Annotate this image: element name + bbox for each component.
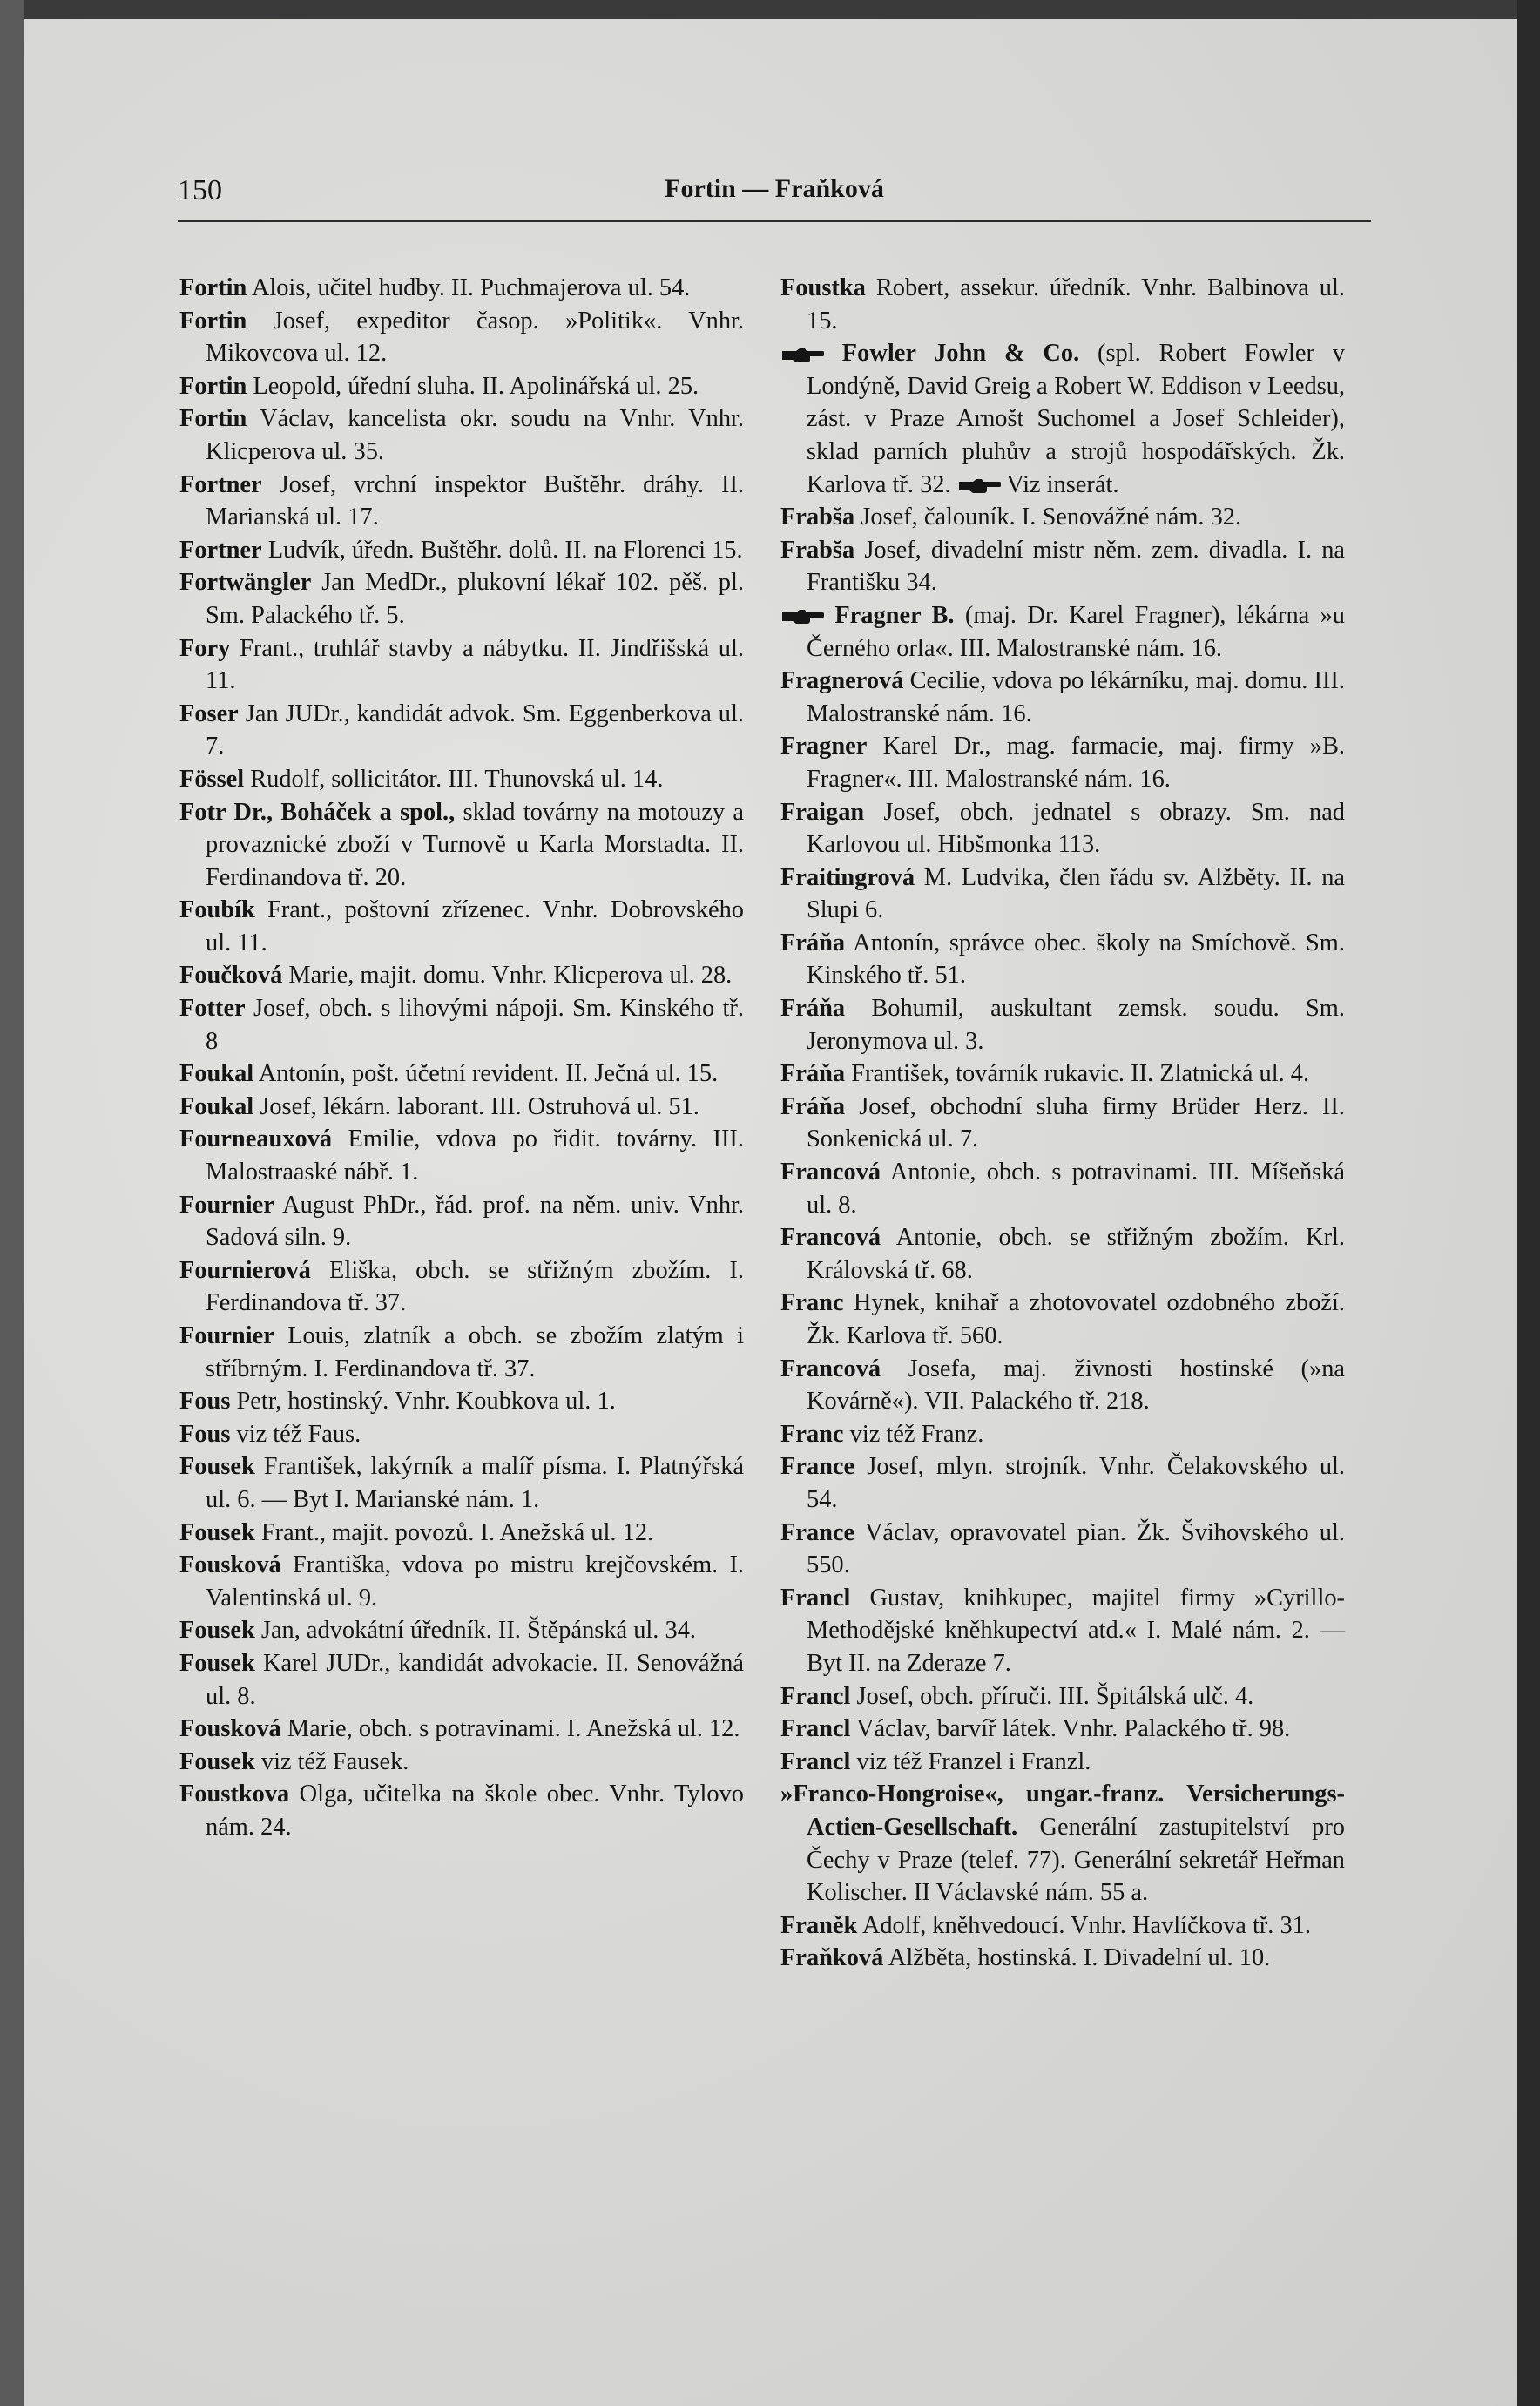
directory-entry	[780, 1091, 1345, 1156]
directory-entry	[179, 1320, 744, 1385]
entry-details: Leopold, úřední sluha. II. Apolinářská ul. 25.	[253, 372, 699, 400]
entry-name: Fragnerová	[780, 667, 904, 695]
entry-name: Fousková	[179, 1551, 281, 1579]
entry-name: Francová	[780, 1355, 881, 1382]
entry-details: Antonie, obch. se střižným zbožím. Krl. Královská tř. 68.	[807, 1224, 1346, 1284]
directory-entry	[179, 469, 744, 534]
entry-name: Fráňa	[780, 929, 846, 956]
entry-details: (spl. Robert Fowler v Londýně, David Greig a Robert W. Eddison v Leedsu, zást. v Praze Arnošt Suchomel a Josef Schleider), sklad parních pluhův a strojů hospodářských. Žk. Karlova tř. 32.	[807, 340, 1345, 498]
entry-name: Fraňková	[780, 1944, 884, 1972]
entry-details: Josef, vrchní inspektor Buštěhr. dráhy. II. Marianská ul. 17.	[206, 470, 745, 531]
entry-details: Josef, obch. příruči. III. Špitálská ulč. 4.	[856, 1682, 1254, 1710]
entry-name: Fraitingrová	[780, 863, 915, 891]
directory-entry	[179, 894, 744, 959]
directory-entry	[780, 1450, 1345, 1516]
entry-name: Fortner	[179, 470, 262, 498]
directory-entry	[179, 1778, 744, 1843]
directory-entry	[179, 1450, 744, 1516]
entry-details: M. Ludvika, člen řádu sv. Alžběty. II. na Slupi 6.	[807, 863, 1345, 924]
header-rule	[178, 220, 1371, 222]
directory-entry	[780, 1058, 1345, 1091]
entry-details: Josefa, maj. živnosti hostinské (»na Kovárně«). VII. Palackého tř. 218.	[807, 1355, 1345, 1416]
entry-name: Fráňa	[780, 1092, 846, 1120]
entry-details: Frant., majit. povozů. I. Anežská ul. 12.	[260, 1518, 654, 1546]
directory-entry	[179, 1614, 744, 1647]
entry-details: Gustav, knihkupec, majitel firmy »Cyrillo-Methodějské kněhkupectví atd.« I. Malé nám. 2. — Byt II. na Zderaze 7.	[807, 1584, 1345, 1677]
entry-name: Fortin	[179, 372, 247, 400]
directory-entry	[179, 1091, 744, 1124]
entry-details: Eliška, obch. se střižným zbožím. I. Ferdinandova tř. 37.	[206, 1256, 744, 1317]
entry-name: Fráňa	[780, 995, 846, 1023]
entry-name: Francl	[780, 1682, 851, 1710]
scan-right-edge	[1517, 0, 1540, 2406]
entry-name: Foukal	[179, 1060, 254, 1088]
entry-details: Marie, obch. s potravinami. I. Anežská ul. 12.	[287, 1715, 740, 1743]
entry-name: France	[780, 1453, 855, 1481]
right-column	[780, 272, 1345, 1975]
entry-name: Franc	[780, 1420, 844, 1448]
entry-name: Fotr Dr., Boháček a spol.,	[179, 798, 456, 826]
entry-details: Antonín, správce obec. školy na Smíchově. Sm. Kinského tř. 51.	[807, 929, 1345, 990]
entry-name: Fournier	[179, 1191, 274, 1219]
directory-entry	[780, 1778, 1345, 1909]
directory-entry	[179, 1746, 744, 1779]
entry-name: Fournierová	[179, 1256, 311, 1284]
entry-name: Fragner	[780, 733, 868, 760]
entry-details: Robert, assekur. úředník. Vnhr. Balbinova ul. 15.	[807, 274, 1345, 335]
directory-entry	[780, 730, 1345, 795]
entry-details: Alžběta, hostinská. I. Divadelní ul. 10.	[888, 1944, 1271, 1972]
directory-entry	[179, 1713, 744, 1746]
entry-details: Josef, divadelní mistr něm. zem. divadla. I. na Františku 34.	[807, 536, 1345, 597]
directory-entry	[179, 566, 744, 632]
directory-entry	[780, 534, 1345, 599]
directory-entry	[780, 1156, 1345, 1221]
running-head: Fortin — Fraňková	[665, 174, 884, 203]
entry-details: Jan, advokátní úředník. II. Štěpánská ul. 34.	[260, 1617, 696, 1645]
directory-entry	[780, 796, 1345, 862]
entry-name: Fowler John & Co.	[841, 340, 1080, 368]
directory-entry	[179, 272, 744, 305]
entry-name: Fousek	[179, 1617, 255, 1645]
entry-name: Fraigan	[780, 798, 865, 826]
entry-name: Fous	[179, 1388, 231, 1416]
entry-details: Václav, barvíř látek. Vnhr. Palackého tř. 98.	[856, 1715, 1291, 1743]
directory-entry	[780, 1680, 1345, 1713]
directory-entry	[179, 1385, 744, 1418]
directory-entry	[780, 927, 1345, 992]
directory-entry	[780, 272, 1345, 337]
entry-details: viz též Franzel i Franzl.	[856, 1747, 1091, 1775]
entry-name: »Franco-Hongroise«, ungar.-franz. Versicherungs-Actien-Gesellschaft.	[780, 1781, 1345, 1841]
directory-entry	[780, 1353, 1345, 1418]
entry-name: Francl	[780, 1747, 851, 1775]
entry-details: Cecilie, vdova po lékárníku, maj. domu. III. Malostranské nám. 16.	[807, 667, 1345, 727]
directory-entry	[179, 305, 744, 370]
entry-name: Fousek	[179, 1649, 255, 1677]
directory-entry	[179, 1254, 744, 1320]
entry-name: Franěk	[780, 1911, 858, 1939]
entry-name: Francová	[780, 1224, 881, 1252]
directory-page	[24, 0, 1540, 2406]
directory-entry	[780, 1418, 1345, 1451]
directory-entry	[179, 1189, 744, 1254]
entry-name: Foustkova	[179, 1781, 290, 1808]
entry-name: Fráňa	[780, 1060, 846, 1088]
page-header	[178, 174, 1371, 214]
entry-details: Rudolf, sollicitátor. III. Thunovská ul. 14.	[250, 765, 664, 793]
entry-details: Alois, učitel hudby. II. Puchmajerova ul. 54.	[251, 274, 691, 301]
directory-entry	[780, 1909, 1345, 1943]
directory-entry	[780, 665, 1345, 730]
entry-details: Václav, kancelista okr. soudu na Vnhr. Vnhr. Klicperova ul. 35.	[206, 405, 744, 465]
entry-details: Josef, lékárn. laborant. III. Ostruhová ul. 51.	[260, 1092, 699, 1120]
entry-name: Fortner	[179, 536, 262, 564]
entry-details: Bohumil, auskultant zemsk. soudu. Sm. Jeronymova ul. 3.	[807, 995, 1345, 1055]
directory-entry	[179, 1123, 744, 1188]
entry-details: Olga, učitelka na škole obec. Vnhr. Tylovo nám. 24.	[206, 1781, 744, 1841]
entry-name: Frabša	[780, 504, 855, 531]
entry-name: Fössel	[179, 765, 245, 793]
entry-details: viz též Faus.	[236, 1420, 361, 1448]
entry-name: Fournier	[179, 1322, 274, 1349]
entry-details: Adolf, kněhvedoucí. Vnhr. Havlíčkova tř. 31.	[861, 1911, 1311, 1939]
entry-name: Francl	[780, 1584, 851, 1612]
directory-entry	[780, 1582, 1345, 1680]
entry-details: (maj. Dr. Karel Fragner), lékárna »u Černého orla«. III. Malostranské nám. 16.	[807, 601, 1345, 662]
entry-name: Fous	[179, 1420, 231, 1448]
entry-name: Foustka	[780, 274, 866, 301]
directory-entry	[179, 698, 744, 763]
entry-name: Frabša	[780, 536, 855, 564]
entry-details: Louis, zlatník a obch. se zbožím zlatým i stříbrným. I. Ferdinandova tř. 37.	[206, 1322, 744, 1382]
entry-details: Hynek, knihař a zhotovovatel ozdobného zboží. Žk. Karlova tř. 560.	[807, 1289, 1345, 1349]
directory-entry	[179, 1549, 744, 1614]
directory-entry	[780, 992, 1345, 1058]
directory-entry	[179, 1517, 744, 1550]
entry-name: Foser	[179, 699, 239, 727]
entry-details: viz též Franz.	[849, 1420, 984, 1448]
entry-name: Fotter	[179, 995, 246, 1023]
entry-see-advert: Viz inserát.	[1006, 470, 1119, 498]
entry-name: Fousek	[179, 1518, 255, 1546]
pointing-hand-icon	[780, 607, 824, 626]
entry-name: Foučková	[179, 962, 283, 990]
entry-name: Fousková	[179, 1715, 281, 1743]
entry-name: Fousek	[179, 1747, 255, 1775]
entry-details: Frant., poštovní zřízenec. Vnhr. Dobrovského ul. 11.	[206, 896, 744, 956]
entry-details: Josef, čalouník. I. Senovážné nám. 32.	[861, 504, 1242, 531]
directory-entry	[179, 370, 744, 403]
directory-entry	[179, 534, 744, 567]
entry-name: Fortin	[179, 405, 247, 433]
entry-name: Foukal	[179, 1092, 254, 1120]
entry-details: Frant., truhlář stavby a nábytku. II. Jindřišská ul. 11.	[206, 634, 744, 695]
scan-top-edge	[24, 0, 1540, 19]
page-number: 150	[178, 174, 222, 206]
directory-entry	[179, 992, 744, 1058]
entry-details: August PhDr., řád. prof. na něm. univ. Vnhr. Sadová siln. 9.	[206, 1191, 745, 1252]
entry-name: Fortin	[179, 274, 247, 301]
directory-entry	[780, 1713, 1345, 1746]
entry-details: Karel Dr., mag. farmacie, maj. firmy »B. Fragner«. III. Malostranské nám. 16.	[807, 733, 1345, 793]
entry-details: Josef, expeditor časop. »Politik«. Vnhr. Mikovcova ul. 12.	[206, 307, 745, 368]
directory-entry	[780, 1287, 1345, 1352]
entry-name: Fourneauxová	[179, 1125, 333, 1153]
directory-entry	[780, 862, 1345, 927]
directory-entry	[179, 1418, 744, 1451]
directory-entry	[780, 1221, 1345, 1287]
entry-details: Marie, majit. domu. Vnhr. Klicperova ul. 28.	[288, 962, 733, 990]
entry-name: France	[780, 1518, 855, 1546]
entry-name: Fortwängler	[179, 569, 312, 597]
entry-name: Fory	[179, 634, 231, 662]
entry-details: Františka, vdova po mistru krejčovském. I. Valentinská ul. 9.	[206, 1551, 744, 1612]
entry-name: Fragner B.	[834, 601, 955, 629]
pointing-hand-icon	[780, 346, 824, 365]
directory-entry	[780, 1942, 1345, 1975]
left-column	[179, 272, 744, 1844]
entry-details: Emilie, vdova po řidit. továrny. III. Malostraaské nábř. 1.	[206, 1125, 744, 1186]
entry-details: Josef, mlyn. strojník. Vnhr. Čelakovského ul. 54.	[807, 1453, 1345, 1513]
entry-details: Ludvík, úředn. Buštěhr. dolů. II. na Florenci 15.	[267, 536, 743, 564]
entry-name: Francl	[780, 1715, 851, 1743]
entry-details: Josef, obch. jednatel s obrazy. Sm. nad Karlovou ul. Hibšmonka 113.	[807, 798, 1345, 859]
entry-details: František, lakýrník a malíř písma. I. Platnýřská ul. 6. — Byt I. Marianské nám. 1.	[206, 1453, 744, 1513]
entry-details: Josef, obchodní sluha firmy Brüder Herz. II. Sonkenická ul. 7.	[807, 1092, 1345, 1153]
directory-entry	[780, 337, 1345, 501]
entry-details: viz též Fausek.	[260, 1747, 409, 1775]
entry-details: Karel JUDr., kandidát advokacie. II. Senovážná ul. 8.	[206, 1649, 744, 1710]
entry-details: Jan JUDr., kandidát advok. Sm. Eggenberkova ul. 7.	[206, 699, 744, 760]
entry-details: Antonín, pošt. účetní revident. II. Ječná ul. 15.	[258, 1060, 719, 1088]
entry-details: Petr, hostinský. Vnhr. Koubkova ul. 1.	[236, 1388, 616, 1416]
entry-details: Josef, obch. s lihovými nápoji. Sm. Kinského tř. 8	[206, 995, 744, 1055]
directory-entry	[179, 402, 744, 468]
entry-details: Václav, opravovatel pian. Žk. Švihovského ul. 550.	[807, 1518, 1345, 1579]
directory-entry	[780, 1746, 1345, 1779]
entry-details: František, továrník rukavic. II. Zlatnická ul. 4.	[851, 1060, 1310, 1088]
entry-name: Franc	[780, 1289, 844, 1317]
directory-entry	[179, 632, 744, 698]
directory-entry	[179, 1058, 744, 1091]
entry-details: Antonie, obch. s potravinami. III. Míšeňská ul. 8.	[807, 1159, 1345, 1219]
directory-entry	[179, 796, 744, 895]
directory-entry	[179, 1647, 744, 1713]
entry-details: Jan MedDr., plukovní lékař 102. pěš. pl. Sm. Palackého tř. 5.	[206, 569, 744, 629]
entry-name: Foubík	[179, 896, 255, 924]
directory-entry	[179, 763, 744, 796]
entry-name: Fortin	[179, 307, 247, 335]
directory-entry	[780, 599, 1345, 665]
directory-entry	[780, 501, 1345, 534]
entry-details: Generální zastupitelství pro Čechy v Praze (telef. 77). Generální sekretář Heřman Kolischer. II Václavské nám. 55 a.	[807, 1813, 1345, 1907]
entry-name: Francová	[780, 1159, 881, 1186]
pointing-hand-icon	[957, 476, 1001, 496]
entry-details: sklad továrny na motouzy a provaznické zboží v Turnově u Karla Morstadta. II. Ferdinandova tř. 20.	[206, 798, 744, 891]
directory-entry	[780, 1517, 1345, 1582]
entry-name: Fousek	[179, 1453, 255, 1481]
directory-entry	[179, 959, 744, 992]
